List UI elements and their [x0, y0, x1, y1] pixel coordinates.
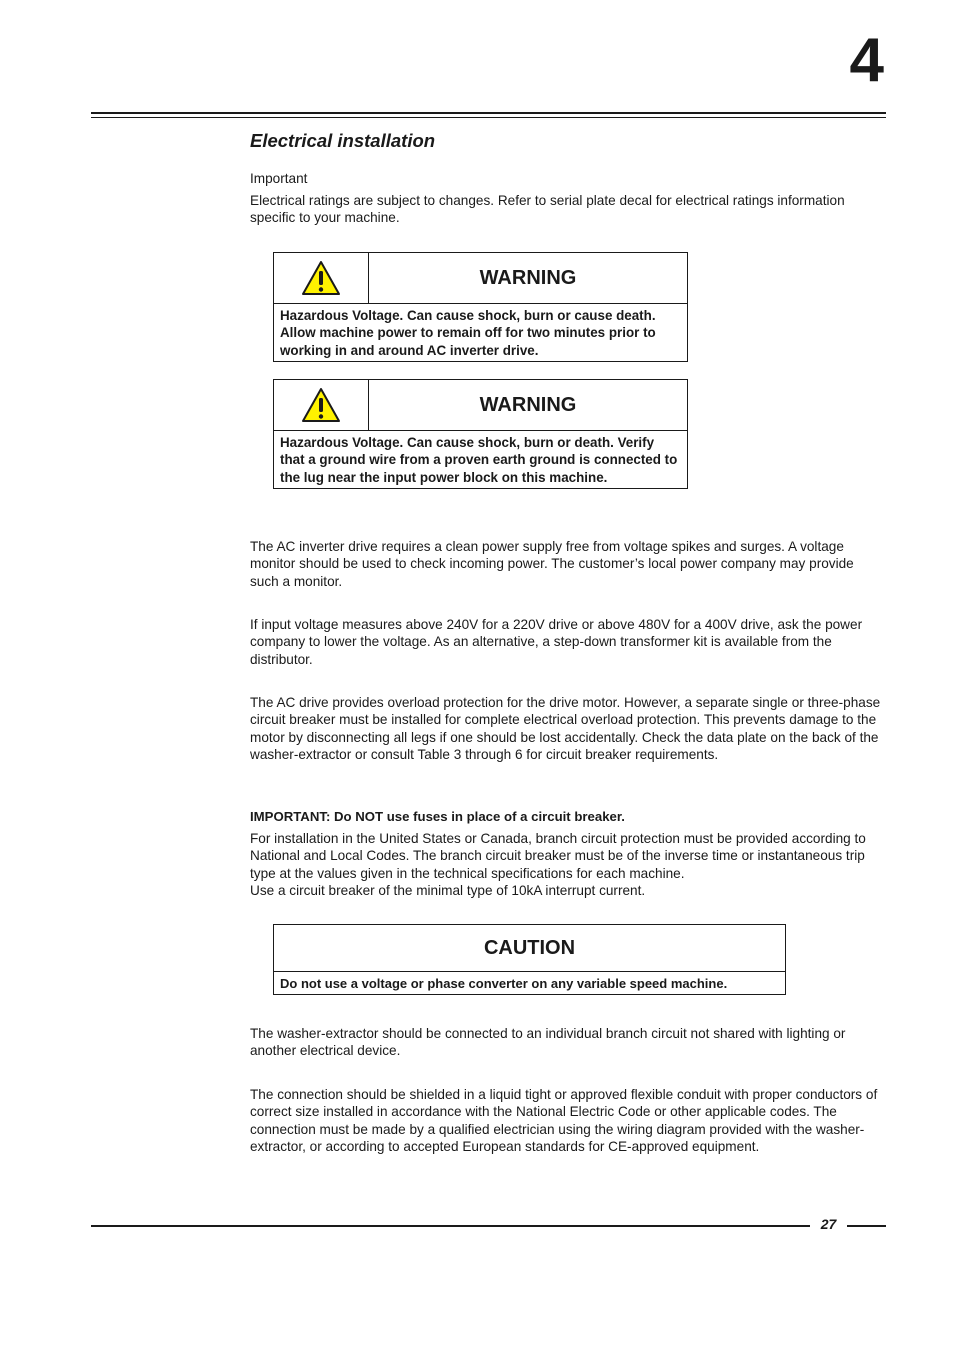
warning-box-2 [273, 379, 688, 489]
warning-icon-cell [274, 253, 369, 303]
caution-text: Do not use a voltage or phase converter on any variable speed machine. [280, 976, 728, 991]
overload-paragraph: The AC drive provides overload protection for the drive motor. However, a separate single or three-phase circuit breaker must be installed for complete electrical overload protection. This prevents damage to the motor by disconnecting all legs if one should be lost accidentally. Check the data plate on the back of the washer-extractor or consult Table 3 through 6 for circuit breaker requirements. [250, 695, 881, 763]
warning-box-1 [273, 252, 688, 362]
footer-rule-left [91, 1225, 810, 1227]
breaker-line: Use a circuit breaker of the minimal type of 10kA interrupt current. [250, 883, 646, 898]
branch-circuit-paragraph: The washer-extractor should be connected to an individual branch circuit not shared with lighting or another electrical device. [250, 1026, 846, 1059]
caution-box [273, 924, 786, 995]
warning-title: WARNING [479, 266, 577, 289]
page-number: 27 [820, 1216, 837, 1232]
voltage-paragraph: If input voltage measures above 240V for a 220V drive or above 480V for a 400V drive, ask the power company to lower the voltage. As an alternative, a step-down transformer kit is available from the distributor. [250, 617, 863, 667]
header-rule-thin [91, 117, 886, 118]
warning-text: Hazardous Voltage. Can cause shock, burn or cause death. Allow machine power to remain off for two minutes prior to working in and around AC inverter drive. [280, 308, 656, 358]
important-label: Important [250, 171, 308, 186]
conduit-paragraph: The connection should be shielded in a liquid tight or approved flexible conduit with proper conductors of correct size installed in accordance with the National Electric Code or other applicable codes. The connection must be made by a qualified electrician using the wiring diagram provided with the washer-extractor, or according to accepted European standards for CE-approved equipment. [250, 1087, 878, 1155]
power-supply-paragraph: The AC inverter drive requires a clean power supply free from voltage spikes and surges. A voltage monitor should be used to check incoming power. The customer’s local power company may provide such a monitor. [250, 539, 854, 589]
warning-triangle-icon [301, 260, 341, 296]
caution-title: CAUTION [483, 936, 576, 959]
header-rule-thick [91, 112, 886, 114]
ratings-paragraph: Electrical ratings are subject to changes. Refer to serial plate decal for electrical ratings information specific to your machine. [250, 193, 845, 226]
footer-rule-right [847, 1225, 886, 1227]
chapter-number: 4 [849, 26, 884, 95]
section-title: Electrical installation [250, 130, 436, 151]
warning-icon-cell [274, 380, 369, 430]
warning-triangle-icon [301, 387, 341, 423]
installation-paragraph: For installation in the United States or Canada, branch circuit protection must be provided according to National and Local Codes. The branch circuit breaker must be of the inverse time or instantaneous trip type at the values given in the technical specifications for each machine. [250, 831, 866, 881]
warning-text: Hazardous Voltage. Can cause shock, burn or death. Verify that a ground wire from a proven earth ground is connected to the lug near the input power block on this machine. [280, 435, 678, 485]
important-note: IMPORTANT: Do NOT use fuses in place of a circuit breaker. [250, 809, 625, 824]
warning-title: WARNING [479, 393, 577, 416]
